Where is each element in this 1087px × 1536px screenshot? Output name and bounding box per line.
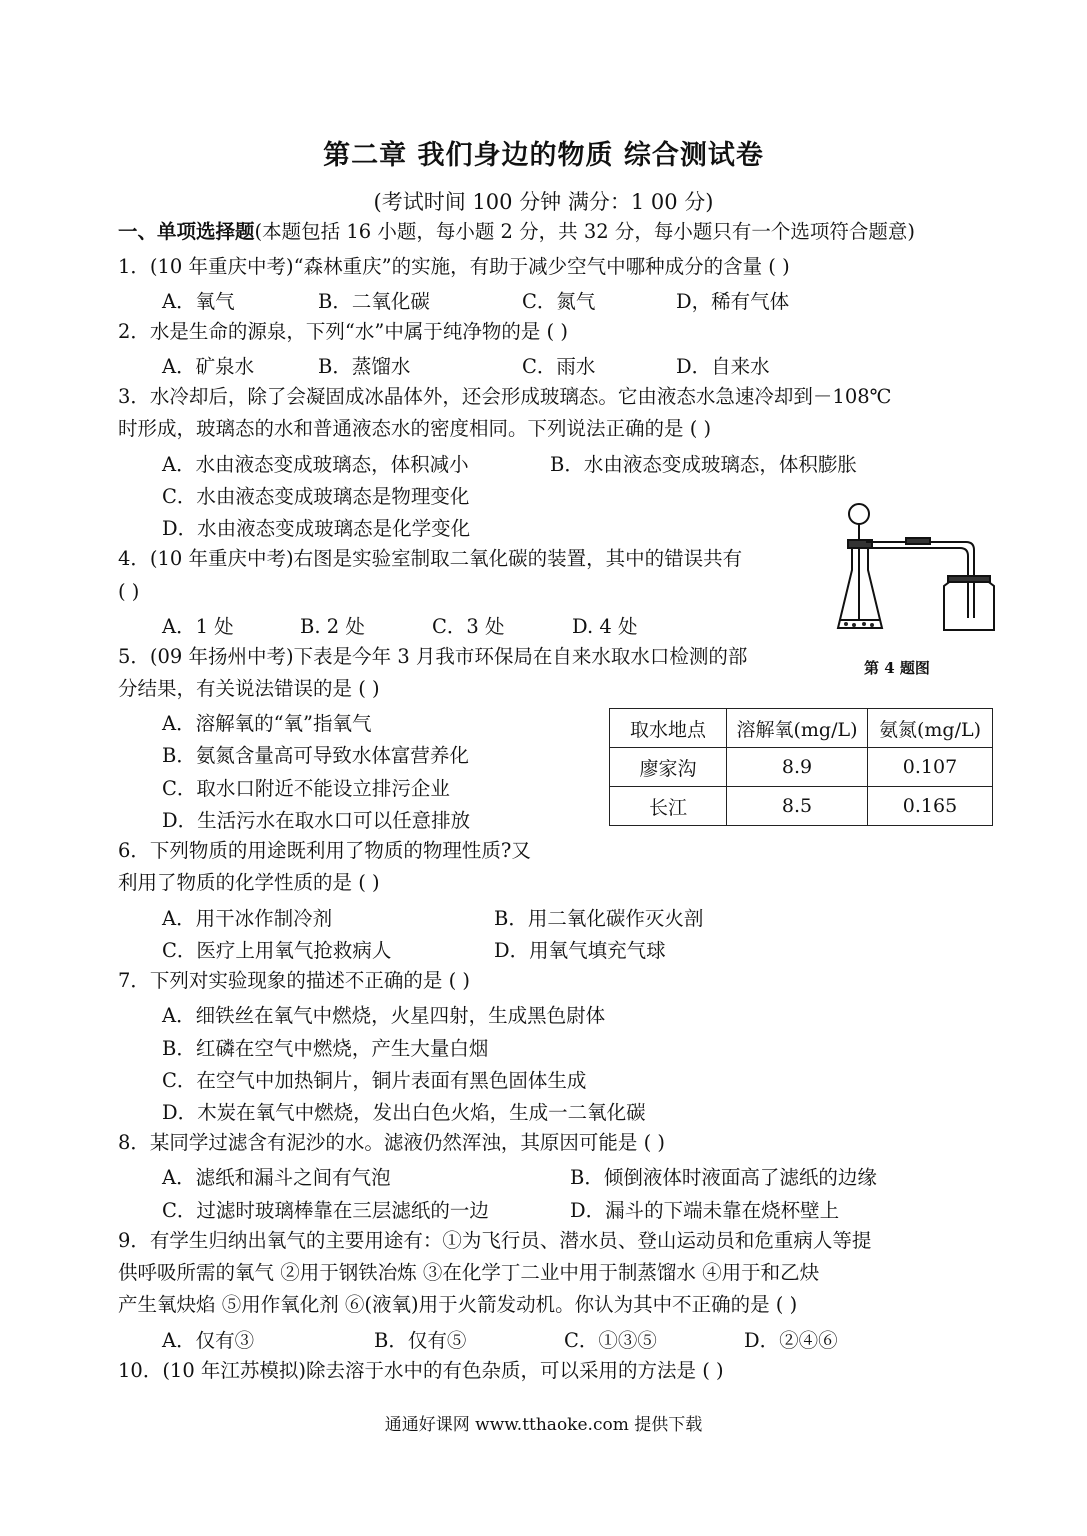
q3-stem-line1: 3．水冷却后，除了会凝固成冰晶体外，还会形成玻璃态。它由液态水急速冷却到－108℃ [118, 385, 892, 408]
q7-option-a: A．细铁丝在氧气中燃烧，火星四射，生成黑色尉体 [162, 1004, 606, 1027]
exam-info: (考试时间 100 分钟 满分：1 00 分) [373, 190, 714, 214]
table-cell: 8.9 [727, 748, 868, 787]
q4-stem-line1: 4．(10 年重庆中考)右图是实验室制取二氧化碳的装置，其中的错误共有 [118, 547, 743, 570]
q6-stem-line2: 利用了物质的化学性质的是 ( ) [118, 871, 380, 894]
q1-option-a: A．氧气 [162, 290, 235, 313]
q10-stem: 10．(10 年江苏模拟)除去溶于水中的有色杂质，可以采用的方法是 ( ) [118, 1359, 724, 1382]
page-title: 第二章 我们身边的物质 综合测试卷 [323, 140, 764, 171]
q7-option-b: B．红磷在空气中燃烧，产生大量白烟 [162, 1037, 489, 1060]
table-cell: 0.165 [868, 787, 993, 826]
q8-option-b: B．倾倒液体时液面高了滤纸的边缘 [570, 1166, 877, 1189]
table-cell: 0.107 [868, 748, 993, 787]
table-cell: 廖家沟 [610, 748, 727, 787]
q4-option-b: B. 2 处 [300, 615, 365, 638]
q2-option-a: A．矿泉水 [162, 355, 255, 378]
q9-stem-line1: 9．有学生归纳出氧气的主要用途有：①为飞行员、潜水员、登山运动员和危重病人等提 [118, 1229, 872, 1252]
q2-stem: 2．水是生命的源泉，下列“水”中属于纯净物的是 ( ) [118, 320, 568, 343]
q2-option-d: D．自来水 [676, 355, 770, 378]
q2-option-c: C．雨水 [522, 355, 596, 378]
q3-option-b: B．水由液态变成玻璃态，体积膨胀 [550, 453, 857, 476]
footer: 通通好课网 www.tthaoke.com 提供下载 [384, 1415, 703, 1435]
q1-option-c: C．氮气 [522, 290, 596, 313]
section-heading-row [118, 219, 915, 245]
table-cell: 8.5 [727, 787, 868, 826]
q4-option-c: C．3 处 [432, 615, 505, 638]
q5-option-a: A．溶解氧的“氧”指氧气 [162, 712, 372, 735]
table-row [610, 748, 993, 787]
table-header-cell: 溶解氧(mg/L) [727, 709, 868, 748]
q9-option-b: B．仅有⑤ [374, 1329, 467, 1352]
q5-stem-line1: 5．(09 年扬州中考)下表是今年 3 月我市环保局在自来水取水口检测的部 [118, 645, 748, 668]
table-cell: 长江 [610, 787, 727, 826]
q9-option-d: D．②④⑥ [744, 1329, 838, 1352]
q7-option-c: C．在空气中加热铜片，铜片表面有黑色固体生成 [162, 1069, 587, 1092]
table-header-cell: 取水地点 [610, 709, 727, 748]
q3-option-d: D．水由液态变成玻璃态是化学变化 [162, 517, 471, 540]
q7-stem: 7．下列对实验现象的描述不正确的是 ( ) [118, 969, 471, 992]
q4-option-d: D. 4 处 [572, 615, 638, 638]
q9-option-a: A．仅有③ [162, 1329, 255, 1352]
q3-stem-line2: 时形成，玻璃态的水和普通液态水的密度相同。下列说法正确的是 ( ) [118, 417, 712, 440]
section-heading: 一、单项选择题 [118, 220, 255, 243]
q6-option-c: C．医疗上用氧气抢救病人 [162, 939, 392, 962]
q8-stem: 8．某同学过滤含有泥沙的水。滤液仍然浑浊，其原因可能是 ( ) [118, 1131, 666, 1154]
q9-stem-line2: 供呼吸所需的氧气 ②用于钢铁冶炼 ③在化学丁二业中用于制蒸馏水 ④用于和乙炔 [118, 1261, 820, 1284]
q5-option-d: D．生活污水在取水口可以任意排放 [162, 809, 471, 832]
q8-option-d: D．漏斗的下端未靠在烧杯壁上 [570, 1199, 840, 1222]
q5-option-b: B．氨氮含量高可导致水体富营养化 [162, 744, 469, 767]
q6-option-a: A．用干冰作制冷剂 [162, 907, 333, 930]
q9-stem-line3: 产生氧炔焰 ⑤用作氧化剂 ⑥(液氧)用于火箭发动机。你认为其中不正确的是 ( ) [118, 1293, 798, 1316]
q1-option-d: D，稀有气体 [676, 290, 790, 313]
water-quality-table [609, 708, 993, 826]
q9-option-c: C．①③⑤ [564, 1329, 657, 1352]
q3-option-a: A．水由液态变成玻璃态，体积减小 [162, 453, 469, 476]
q1-option-b: B．二氧化碳 [318, 290, 430, 313]
figure-caption: 第 4 题图 [864, 659, 930, 677]
table-header-row [610, 709, 993, 748]
q4-option-a: A．1 处 [162, 615, 234, 638]
q7-option-d: D．木炭在氧气中燃烧，发出白色火焰，生成一二氧化碳 [162, 1101, 646, 1124]
section-note: (本题包括 16 小题，每小题 2 分，共 32 分，每小题只有一个选项符合题意) [254, 220, 915, 243]
q6-option-b: B．用二氧化碳作灭火剖 [494, 907, 704, 930]
q2-option-b: B．蒸馏水 [318, 355, 411, 378]
table-header-cell: 氨氮(mg/L) [868, 709, 993, 748]
q1-stem: 1．(10 年重庆中考)“森林重庆”的实施，有助于减少空气中哪种成分的含量 ( ) [118, 255, 790, 278]
co2-apparatus-figure [836, 500, 1006, 640]
q3-option-c: C．水由液态变成玻璃态是物理变化 [162, 485, 470, 508]
q6-stem-line1: 6．下列物质的用途既利用了物质的物理性质?又 [118, 839, 531, 862]
q5-option-c: C．取水口附近不能设立排污企业 [162, 777, 450, 800]
q4-stem-line2: ( ) [118, 580, 140, 603]
table-row [610, 787, 993, 826]
q5-stem-line2: 分结果，有关说法错误的是 ( ) [118, 677, 380, 700]
q8-option-a: A．滤纸和漏斗之间有气泡 [162, 1166, 391, 1189]
q6-option-d: D．用氧气填充气球 [494, 939, 666, 962]
q8-option-c: C．过滤时玻璃棒靠在三层滤纸的一边 [162, 1199, 489, 1222]
